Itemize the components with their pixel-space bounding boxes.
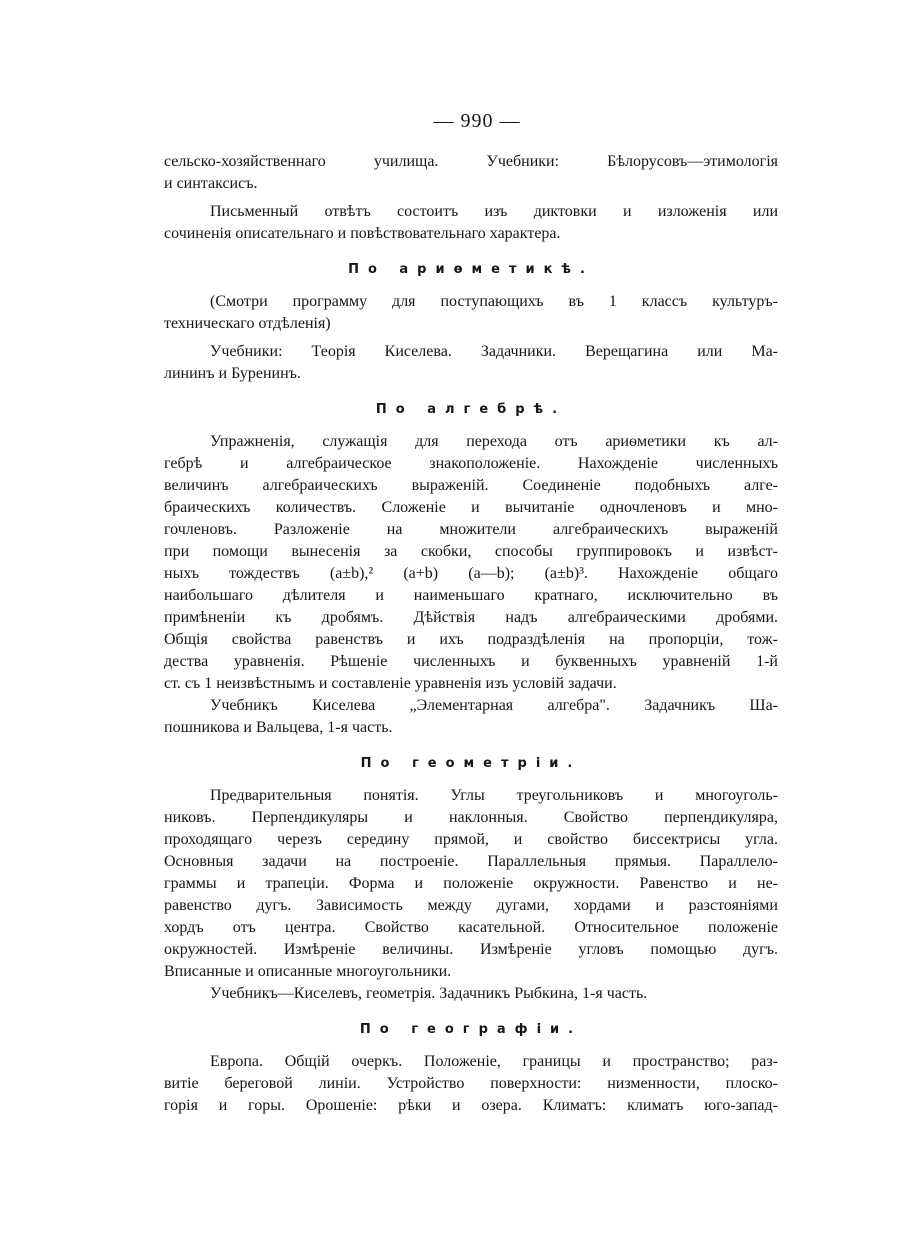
- text-line: величинъ алгебраическихъ выраженій. Соединеніе подобныхъ алге-: [164, 477, 778, 494]
- text-line: витіе береговой линіи. Устройство поверхности: низменности, плоско-: [164, 1075, 778, 1092]
- text-line: браическихъ количествъ. Сложеніе и вычитаніе одночленовъ и мно-: [164, 499, 778, 516]
- text-line: и синтаксисъ.: [164, 175, 258, 192]
- text-line: Предварительныя понятія. Углы треугольниковъ и многоуголь-: [210, 787, 778, 804]
- text-line: ст. съ 1 неизвѣстнымъ и составленіе уравненія изъ условій задачи.: [164, 675, 617, 692]
- text-line: дества уравненія. Рѣшеніе численныхъ и буквенныхъ уравненій 1-й: [164, 653, 778, 670]
- text-line: проходящаго черезъ середину прямой, и свойство биссектрисы угла.: [164, 831, 778, 848]
- text-line: окружностей. Измѣреніе величины. Измѣреніе угловъ помощью дугъ.: [164, 941, 778, 958]
- text-line: гебрѣ и алгебраическое знакоположеніе. Нахожденіе численныхъ: [164, 455, 778, 472]
- text-line: ныхъ тождествъ (a±b),² (a+b) (a—b); (a±b)³. Нахожденіе общаго: [164, 565, 778, 582]
- text-line: наибольшаго дѣлителя и наименьшаго кратнаго, исключительно въ: [164, 587, 778, 604]
- text-line: равенство дугъ. Зависимость между дугами, хордами и разстояніями: [164, 897, 778, 914]
- text-line: горія и горы. Орошеніе: рѣки и озера. Климатъ: климатъ юго-запад-: [164, 1097, 778, 1114]
- text-line: Учебники: Теорія Киселева. Задачники. Верещагина или Ма-: [210, 343, 778, 360]
- text-line: Общія свойства равенствъ и ихъ подраздѣленія на пропорціи, тож-: [164, 631, 778, 648]
- text-line: Письменный отвѣтъ состоитъ изъ диктовки и изложенія или: [210, 203, 778, 220]
- text-line: пошникова и Вальцева, 1-я часть.: [164, 719, 393, 736]
- text-line: граммы и трапеціи. Форма и положеніе окружности. Равенство и не-: [164, 875, 778, 892]
- section-heading-algebra: По алгебрѣ.: [375, 402, 567, 417]
- section-heading-geometry: По геометріи.: [360, 756, 582, 771]
- text-line: сельско-хозяйственнаго училища. Учебники: Бѣлорусовъ—этимологія: [164, 153, 778, 170]
- text-line: никовъ. Перпендикуляры и наклонныя. Свойство перпендикуляра,: [164, 809, 778, 826]
- paragraph-arithmetic-program: [164, 291, 778, 335]
- text-line: Вписанные и описанные многоугольники.: [164, 963, 452, 980]
- text-line: Основныя задачи на построеніе. Параллельныя прямыя. Параллело-: [164, 853, 778, 870]
- paragraph-written-answer: [164, 201, 778, 245]
- text-line: Учебникъ Киселева „Элементарная алгебра". Задачникъ Ша-: [210, 697, 778, 714]
- paragraph-geography-program: [164, 1051, 778, 1117]
- text-line: Европа. Общій очеркъ. Положеніе, границы и пространство; раз-: [210, 1053, 778, 1070]
- paragraph-geometry-textbooks: [164, 983, 778, 1005]
- text-line: (Смотри программу для поступающихъ въ 1 классъ культуръ-: [210, 293, 778, 310]
- document-page: [164, 110, 778, 1117]
- paragraph-algebra-program: [164, 431, 778, 695]
- paragraph-arithmetic-textbooks: [164, 341, 778, 385]
- paragraph-geometry-program: [164, 785, 778, 983]
- text-line: примѣненіи къ дробямъ. Дѣйствія надъ алгебраическими дробями.: [164, 609, 778, 626]
- text-line: Упражненія, служащія для перехода отъ ариѳметики къ ал-: [210, 433, 778, 450]
- page-number: — 990 —: [433, 110, 521, 132]
- text-line: при помощи вынесенія за скобки, способы группировокъ и извѣст-: [164, 543, 778, 560]
- text-line: лининъ и Буренинъ.: [164, 365, 301, 382]
- text-line: Учебникъ—Киселевъ, геометрія. Задачникъ Рыбкина, 1-я часть.: [210, 985, 648, 1002]
- text-line: гочленовъ. Разложеніе на множители алгебраическихъ выраженій: [164, 521, 778, 538]
- text-line: хордъ отъ центра. Свойство касательной. Относительное положеніе: [164, 919, 778, 936]
- text-line: сочиненія описательнаго и повѣствовательнаго характера.: [164, 225, 561, 242]
- section-heading-geography: По географіи.: [359, 1022, 583, 1037]
- paragraph-textbooks-intro: [164, 151, 778, 195]
- section-heading-arithmetic: По ариѳметикѣ.: [348, 262, 594, 277]
- paragraph-algebra-textbooks: [164, 695, 778, 739]
- text-line: техническаго отдѣленія): [164, 315, 331, 332]
